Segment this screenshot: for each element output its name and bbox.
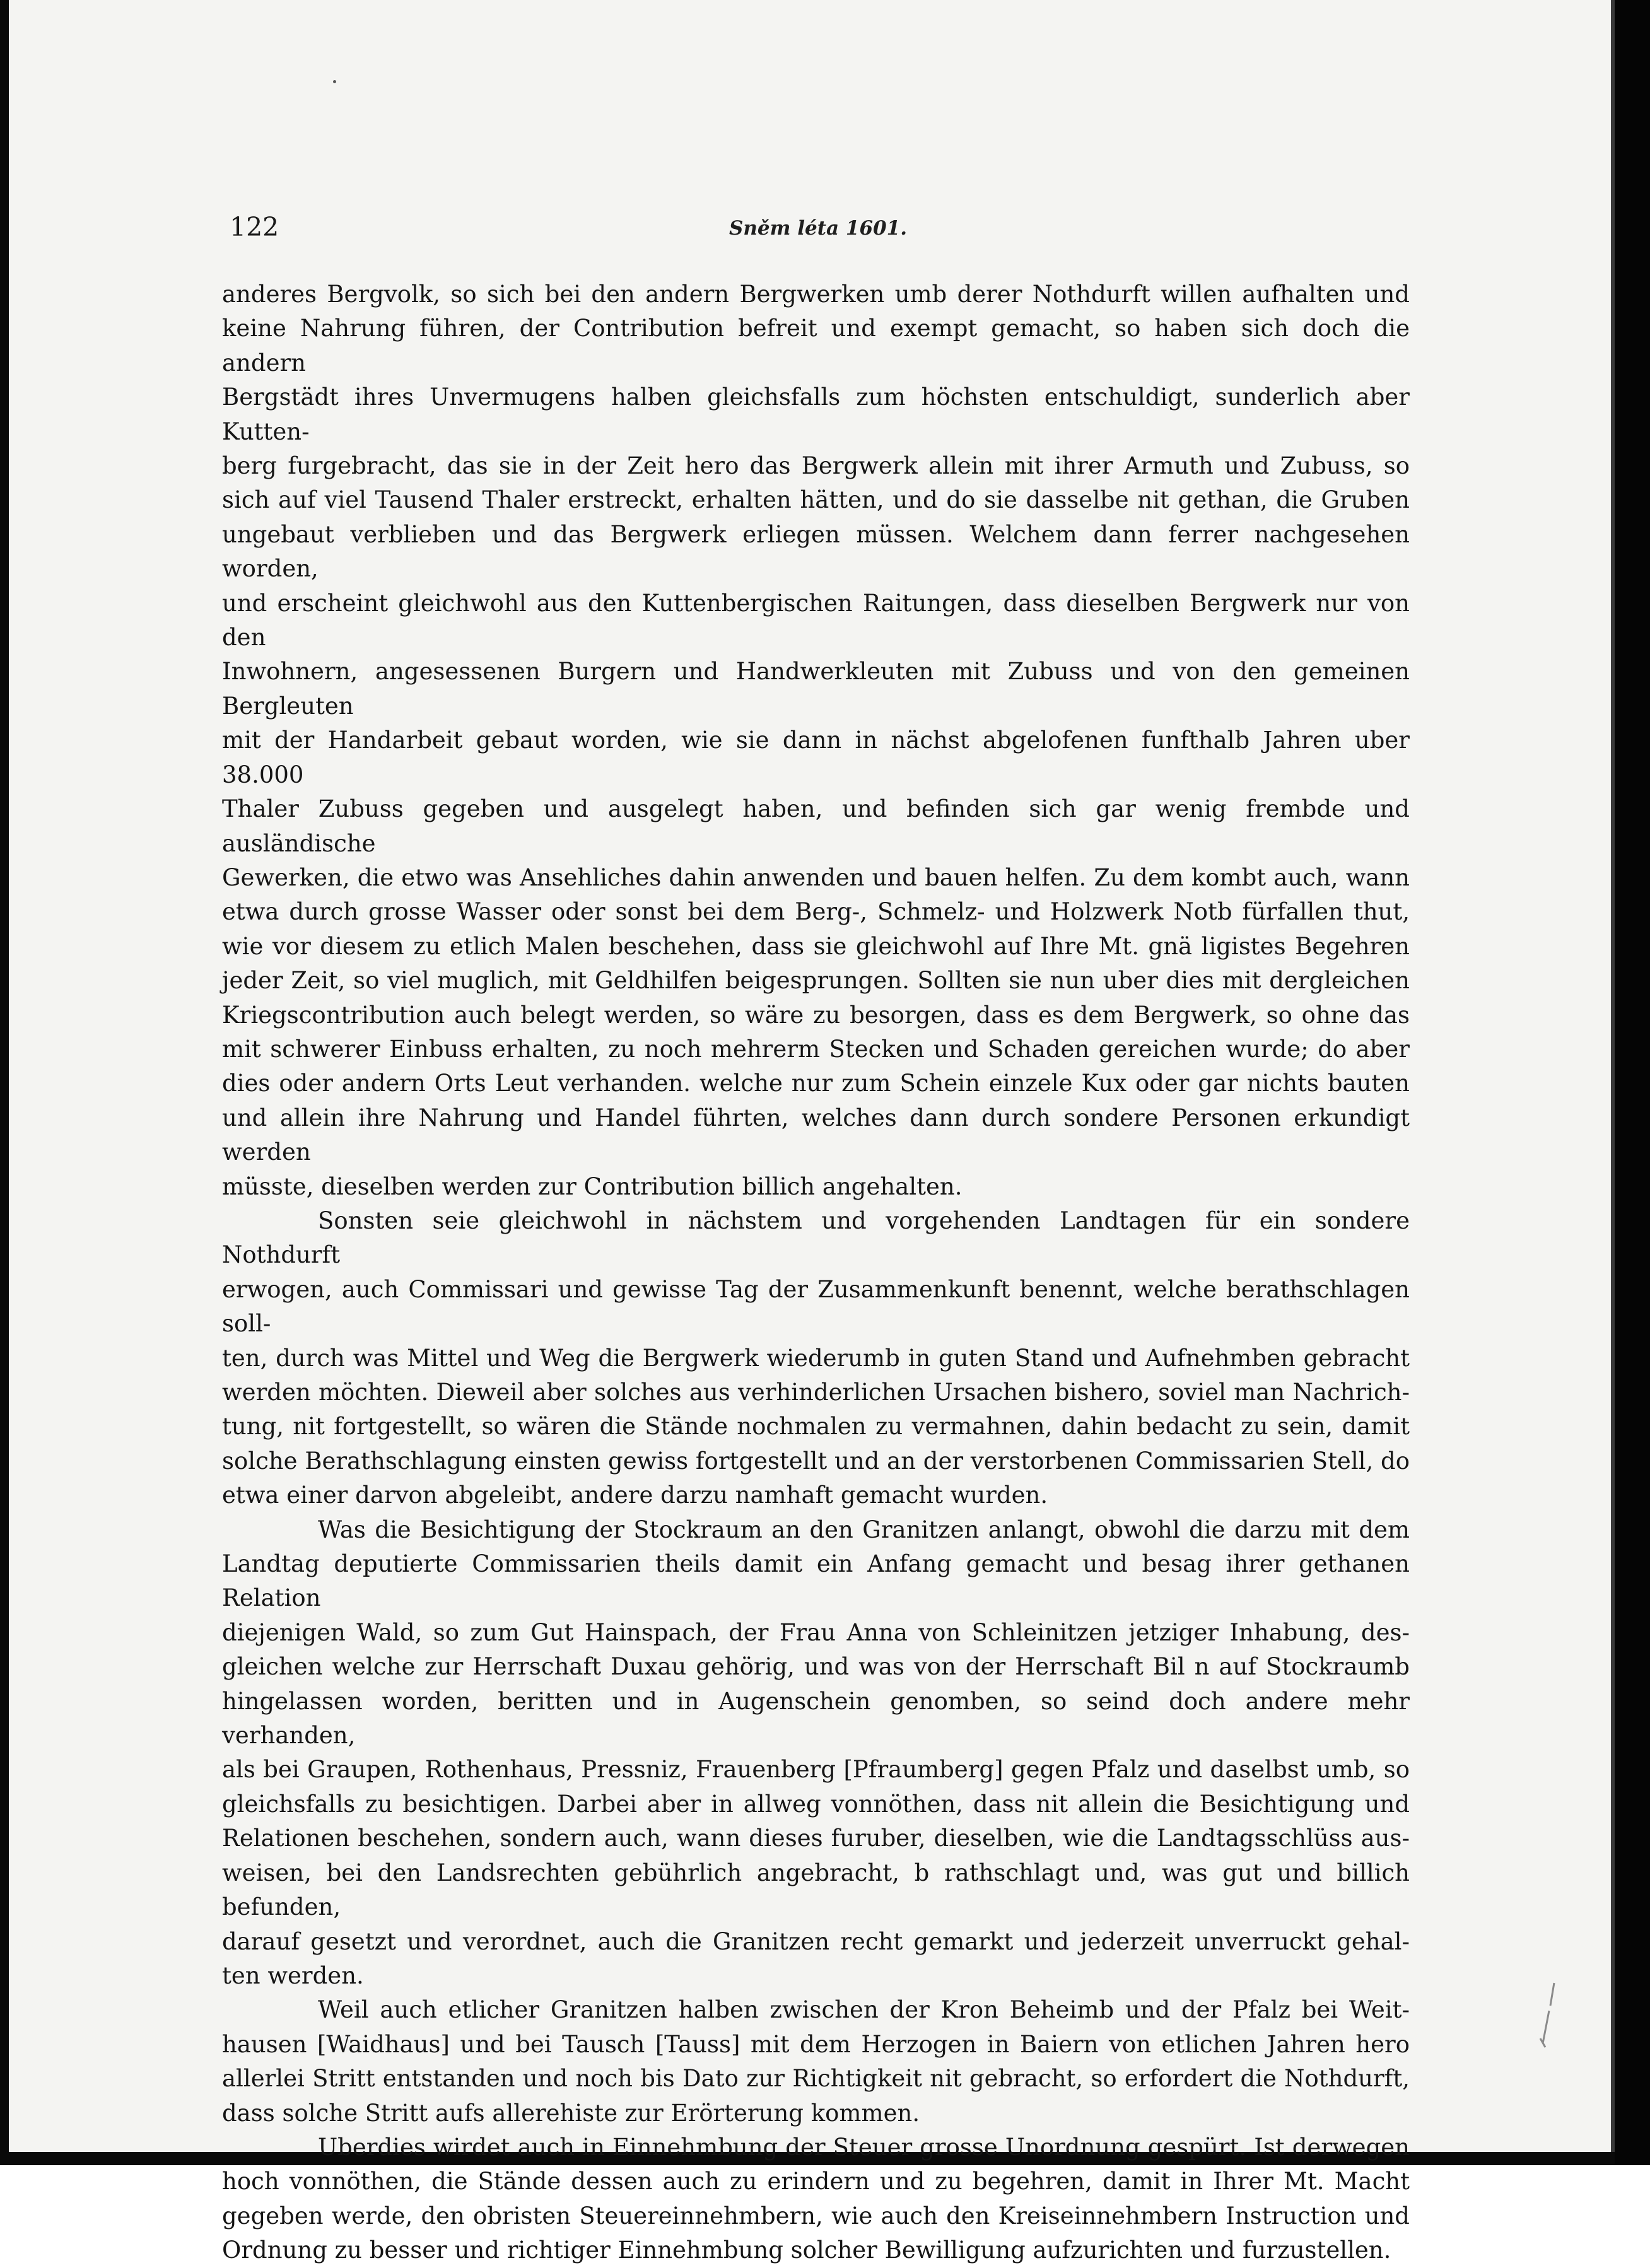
- text-line: mit der Handarbeit gebaut worden, wie sie dann in nächst abgelofenen funfthalb Jahren uber 38.000: [222, 727, 1410, 788]
- text-line: werden möchten. Dieweil aber solches aus verhinderlichen Ursachen bishero, soviel man Nachrich-: [222, 1379, 1410, 1406]
- text-line: wie vor diesem zu etlich Malen beschehen, dass sie gleichwohl auf Ihre Mt. gnä ligistes Begehren: [222, 932, 1410, 960]
- text-line: keine Nahrung führen, der Contribution befreit und exempt gemacht, so haben sich doch die andern: [222, 315, 1410, 377]
- pencil-mark: [1536, 1980, 1558, 2050]
- text-line: und erscheint gleichwohl aus den Kuttenbergischen Raitungen, dass dieselben Bergwerk nur von den: [222, 589, 1410, 652]
- text-line: ten werden.: [222, 1961, 364, 1989]
- text-line: Bergstädt ihres Unvermugens halben gleichsfalls zum höchsten entschuldigt, sunderlich aber Kutten-: [222, 383, 1410, 445]
- text-line: etwa durch grosse Wasser oder sonst bei dem Berg-, Schmelz- und Holzwerk Notb fürfallen thut,: [222, 898, 1410, 926]
- text-line: Kriegscontribution auch belegt werden, so wäre zu besorgen, dass es dem Bergwerk, so ohne das: [222, 1001, 1410, 1029]
- text-line: gegeben werde, den obristen Steuereinnehmbern, wie auch den Kreiseinnehmbern Instruction und: [222, 2202, 1410, 2230]
- text-line: hingelassen worden, beritten und in Augenschein genomben, so seind doch andere mehr verhanden,: [222, 1687, 1410, 1750]
- text-line: solche Berathschlagung einsten gewiss fortgestellt und an der verstorbenen Commissarien Stell, do: [222, 1447, 1410, 1475]
- page-header: [214, 212, 1422, 250]
- text-line: Ordnung zu besser und richtiger Einnehmbung solcher Bewilligung aufzurichten und furzustellen.: [222, 2236, 1391, 2264]
- scan-edge: [1615, 0, 1650, 2165]
- text-line: ungebaut verblieben und das Bergwerk erliegen müssen. Welchem dann ferrer nachgesehen worden,: [222, 520, 1410, 583]
- text-line: gleichsfalls zu besichtigen. Darbei aber in allweg vonnöthen, dass nit allein die Besichtigung und: [222, 1790, 1410, 1818]
- text-line: Thaler Zubuss gegeben und ausgelegt haben, und befinden sich gar wenig frembde und ausländische: [222, 795, 1410, 857]
- text-line: etwa einer darvon abgeleibt, andere darzu namhaft gemacht wurden.: [222, 1482, 1048, 1509]
- text-line: berg furgebracht, das sie in der Zeit hero das Bergwerk allein mit ihrer Armuth und Zubuss, so: [222, 452, 1410, 480]
- text-line: hausen [Waidhaus] und bei Tausch [Tauss] mit dem Herzogen in Baiern von etlichen Jahren hero: [222, 2030, 1410, 2058]
- text-line: allerlei Stritt entstanden und noch bis Dato zur Richtigkeit nit gebracht, so erfordert die Nothdurft,: [222, 2065, 1410, 2093]
- text-line: dass solche Stritt aufs allerehiste zur Erörterung kommen.: [222, 2099, 920, 2127]
- text-line: Was die Besichtigung der Stockraum an den Granitzen anlangt, obwohl die darzu mit dem: [318, 1516, 1410, 1543]
- text-line: mit schwerer Einbuss erhalten, zu noch mehrerm Stecken und Schaden gereichen wurde; do aber: [222, 1035, 1410, 1063]
- text-line: müsste, dieselben werden zur Contribution billich angehalten.: [222, 1172, 963, 1200]
- text-line: weisen, bei den Landsrechten gebührlich angebracht, b rathschlagt und, was gut und billich befunden,: [222, 1859, 1410, 1921]
- text-line: Weil auch etlicher Granitzen halben zwischen der Kron Beheimb und der Pfalz bei Weit-: [318, 1996, 1410, 2024]
- text-line: Relationen beschehen, sondern auch, wann dieses furuber, dieselben, wie die Landtagsschlüss aus-: [222, 1825, 1410, 1852]
- text-line: ten, durch was Mittel und Weg die Bergwerk wiederumb in guten Stand und Aufnehmben gebracht: [222, 1344, 1410, 1372]
- text-line: hoch vonnöthen, die Stände dessen auch zu erindern und zu begehren, damit in Ihrer Mt. Macht: [222, 2168, 1410, 2195]
- text-line: sich auf viel Tausend Thaler erstreckt, erhalten hätten, und do sie dasselbe nit gethan, die Gruben: [222, 486, 1410, 514]
- text-line: Gewerken, die etwo was Ansehliches dahin anwenden und bauen helfen. Zu dem kombt auch, wann: [222, 863, 1410, 891]
- text-line: Inwohnern, angesessenen Burgern und Handwerkleuten mit Zubuss und von den gemeinen Bergleuten: [222, 658, 1410, 720]
- text-line: erwogen, auch Commissari und gewisse Tag der Zusammenkunft benennt, welche berathschlagen soll-: [222, 1275, 1410, 1338]
- text-line: Uberdies wirdet auch in Einnehmbung der Steuer grosse Unordnung gespürt. Ist derwegen: [318, 2133, 1410, 2161]
- dust-speck: [333, 80, 336, 83]
- text-line: jeder Zeit, so viel muglich, mit Geldhilfen beigesprungen. Sollten sie nun uber dies mit dergleichen: [222, 967, 1410, 995]
- text-line: als bei Graupen, Rothenhaus, Pressniz, Frauenberg [Pfraumberg] gegen Pfalz und daselbst umb, so: [222, 1756, 1410, 1784]
- body-text: [222, 278, 1410, 2268]
- text-line: Landtag deputierte Commissarien theils damit ein Anfang gemacht und besag ihrer gethanen Relation: [222, 1550, 1410, 1612]
- text-line: Sonsten seie gleichwohl in nächstem und vorgehenden Landtagen für ein sondere Nothdurft: [222, 1207, 1410, 1269]
- page-number: 122: [230, 212, 279, 242]
- text-line: und allein ihre Nahrung und Handel führten, welches dann durch sondere Personen erkundigt werden: [222, 1104, 1410, 1166]
- text-line: anderes Bergvolk, so sich bei den andern Bergwerken umb derer Nothdurft willen aufhalten und: [222, 281, 1410, 308]
- text-line: darauf gesetzt und verordnet, auch die Granitzen recht gemarkt und jederzeit unverruckt gehal-: [222, 1927, 1410, 1955]
- text-line: gleichen welche zur Herrschaft Duxau gehörig, und was von der Herrschaft Bil n auf Stockraumb: [222, 1653, 1410, 1681]
- text-line: dies oder andern Orts Leut verhanden. welche nur zum Schein einzele Kux oder gar nichts bauten: [222, 1070, 1410, 1097]
- text-line: diejenigen Wald, so zum Gut Hainspach, der Frau Anna von Schleinitzen jetziger Inhabung, des-: [222, 1618, 1410, 1646]
- running-head: Sněm léta 1601.: [728, 217, 907, 240]
- text-line: tung, nit fortgestellt, so wären die Stände nochmalen zu vermahnen, dahin bedacht zu sein, damit: [222, 1413, 1410, 1441]
